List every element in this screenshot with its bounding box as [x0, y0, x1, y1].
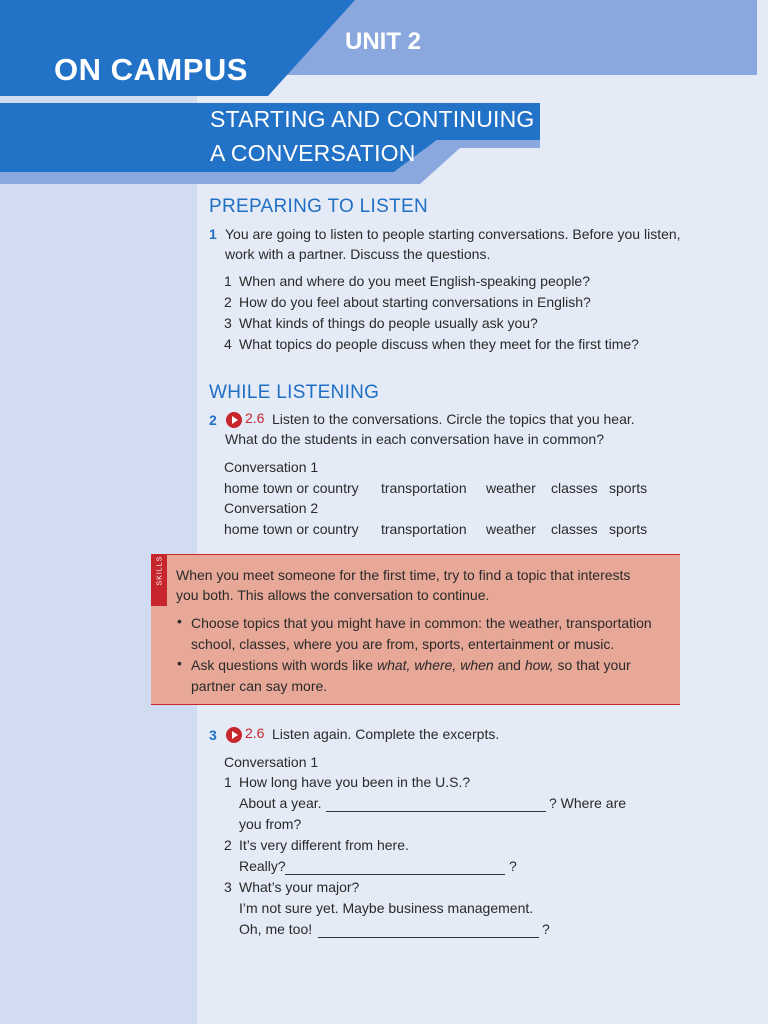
skills-bullet: Ask questions with words like what, where, when and how, so that your [191, 657, 631, 673]
lesson-title-line1: STARTING AND CONTINUING [210, 106, 535, 132]
excerpt-line: ? [509, 858, 517, 874]
skills-bullet: Choose topics that you might have in common: the weather, transportation [191, 615, 652, 631]
item-number: 2 [224, 837, 232, 853]
exercise-instructions: Listen to the conversations. Circle the topics that you hear. [272, 411, 635, 427]
exercise-instructions: What do the students in each conversation have in common? [225, 431, 604, 447]
topic-option[interactable]: home town or country [224, 521, 359, 537]
topic-option[interactable]: sports [609, 480, 648, 496]
topic-option[interactable]: home town or country [224, 480, 359, 496]
excerpt-line: What’s your major? [239, 879, 360, 895]
excerpt-line: ? [542, 921, 550, 937]
audio-track-number: 2.6 [245, 410, 265, 426]
excerpt-line: How long have you been in the U.S.? [239, 774, 471, 790]
audio-track-number: 2.6 [245, 725, 265, 741]
conversation-label: Conversation 1 [224, 459, 319, 475]
excerpt-line: About a year. [239, 795, 322, 811]
topic-option[interactable]: transportation [381, 480, 467, 496]
skills-bullet: school, classes, where you are from, sports, entertainment or music. [191, 636, 615, 652]
question-text: What kinds of things do people usually ask you? [239, 315, 538, 331]
answer-blank[interactable] [285, 874, 505, 875]
answer-blank[interactable] [318, 937, 539, 938]
excerpt-line: It’s very different from here. [239, 837, 409, 853]
section-heading-while: WHILE LISTENING [209, 382, 380, 403]
exercise-number: 1 [209, 226, 217, 242]
exercise-number: 2 [209, 412, 217, 428]
question-text: What topics do people discuss when they meet for the first time? [239, 336, 639, 352]
excerpt-line: I’m not sure yet. Maybe business management. [239, 900, 534, 916]
topic-option[interactable]: classes [551, 521, 598, 537]
exercise-number: 3 [209, 727, 217, 743]
unit-title: ON CAMPUS [54, 52, 248, 87]
conversation-label: Conversation 2 [224, 500, 319, 516]
lesson-title-line2: A CONVERSATION [210, 140, 416, 166]
question-number: 2 [224, 294, 232, 310]
question-number: 3 [224, 315, 232, 331]
question-text: When and where do you meet English-speaking people? [239, 273, 591, 289]
bullet-icon: • [177, 613, 182, 629]
item-number: 1 [224, 774, 232, 790]
topic-option[interactable]: classes [551, 480, 598, 496]
answer-blank[interactable] [326, 811, 546, 812]
topic-option[interactable]: weather [486, 521, 536, 537]
conversation-label: Conversation 1 [224, 754, 319, 770]
question-number: 1 [224, 273, 232, 289]
excerpt-line: ? Where are [549, 795, 627, 811]
skills-tab-label: SKILLS [156, 555, 164, 586]
excerpt-line: Oh, me too! [239, 921, 313, 937]
exercise-instructions: work with a partner. Discuss the questions. [225, 246, 491, 262]
topic-option[interactable]: transportation [381, 521, 467, 537]
question-number: 4 [224, 336, 232, 352]
topic-option[interactable]: weather [486, 480, 536, 496]
section-heading-preparing: PREPARING TO LISTEN [209, 196, 428, 217]
skills-intro: you both. This allows the conversation to continue. [176, 587, 490, 603]
skills-bullet: partner can say more. [191, 678, 328, 694]
question-text: How do you feel about starting conversations in English? [239, 294, 591, 310]
audio-play-icon[interactable] [226, 727, 242, 743]
exercise-instructions: Listen again. Complete the excerpts. [272, 726, 500, 742]
topic-option[interactable]: sports [609, 521, 648, 537]
excerpt-line: you from? [239, 816, 302, 832]
item-number: 3 [224, 879, 232, 895]
skills-intro: When you meet someone for the first time, try to find a topic that interests [176, 567, 631, 583]
unit-label: UNIT 2 [345, 28, 422, 55]
bullet-icon: • [177, 655, 182, 671]
exercise-instructions: You are going to listen to people starting conversations. Before you listen, [225, 226, 681, 242]
excerpt-line: Really? [239, 858, 286, 874]
audio-play-icon[interactable] [226, 412, 242, 428]
